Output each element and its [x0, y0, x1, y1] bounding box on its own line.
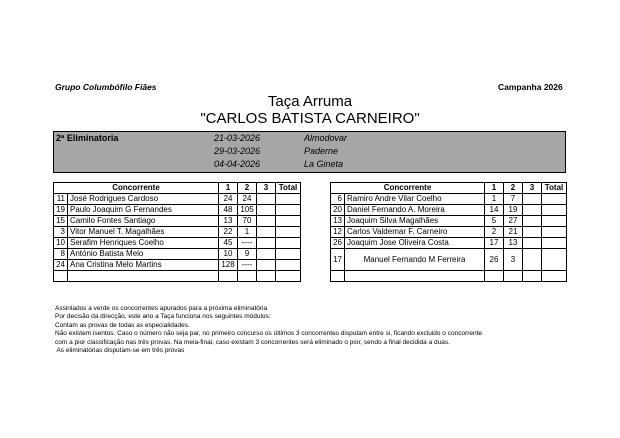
race-date: 21-03-2026	[214, 133, 261, 143]
table-row	[331, 205, 567, 216]
row-race-1: 1	[485, 194, 504, 205]
row-race-1: 14	[485, 205, 504, 216]
row-race-1: 128	[219, 260, 238, 271]
season-label: Campanha 2026	[498, 82, 563, 92]
row-race-1: 17	[485, 238, 504, 249]
race-place: Almodovar	[304, 133, 348, 143]
col-race-2: 2	[504, 183, 523, 194]
row-race-1: 45	[219, 238, 238, 249]
row-name: José Rodrigues Cardoso	[68, 194, 219, 205]
race-place: Paderne	[304, 146, 339, 156]
table-header-row	[331, 183, 567, 194]
note-line: Assinlados a verde os concorrentes apurados para a próxima eliminatória	[55, 305, 268, 312]
row-race-2: 24	[238, 194, 257, 205]
row-number: 24	[54, 260, 68, 271]
row-race-2: 19	[504, 205, 523, 216]
row-race-2: 105	[238, 205, 257, 216]
row-race-1: 13	[219, 216, 238, 227]
table-row	[54, 194, 301, 205]
row-number: 17	[331, 249, 345, 271]
table-row	[54, 260, 301, 271]
page-subtitle: "CARLOS BATISTA CARNEIRO"	[200, 110, 420, 127]
row-name: Joaquim Silva Magalhães	[345, 216, 485, 227]
col-total: Total	[542, 183, 567, 194]
row-name: Serafim Henriques Coelho	[68, 238, 219, 249]
row-number: 19	[54, 205, 68, 216]
row-name: Joaquim Jose Oliveira Costa	[345, 238, 485, 249]
row-name: Carlos Valdemar F. Carneiro	[345, 227, 485, 238]
note-line: Contam as provas de todas as especialidades.	[55, 321, 190, 329]
row-race-1: 5	[485, 216, 504, 227]
col-race-1: 1	[219, 183, 238, 194]
table-row	[331, 194, 567, 205]
race-place: La Gineta	[304, 159, 344, 169]
empty-row	[331, 271, 567, 282]
row-name: Daniel Fernando A. Moreira	[345, 205, 485, 216]
table-row	[331, 249, 567, 271]
col-concorrente: Concorrente	[331, 183, 485, 194]
col-race-1: 1	[485, 183, 504, 194]
row-name: Paulo Joaquim G Fernandes	[68, 205, 219, 216]
row-race-2: 7	[504, 194, 523, 205]
note-line: Por decisão da direcção, este ano a Taça funciona nos seguintes módulos:	[55, 313, 271, 321]
row-number: 13	[331, 216, 345, 227]
row-race-2: ----	[238, 260, 257, 271]
row-race-1: 2	[485, 227, 504, 238]
table-row	[331, 238, 567, 249]
row-name: António Batista Melo	[68, 249, 219, 260]
table-row	[331, 216, 567, 227]
row-number: 10	[54, 238, 68, 249]
row-race-2: 3	[504, 249, 523, 271]
row-name: Manuel Fernando M Ferreira	[345, 249, 485, 271]
notes	[55, 305, 482, 355]
row-name: Vitor Manuel T. Magalhães	[68, 227, 219, 238]
right-competitors-table	[330, 182, 567, 282]
row-race-2: 70	[238, 216, 257, 227]
note-line: As eliminatórias disputam-se em três provas	[55, 347, 185, 355]
table-row	[331, 227, 567, 238]
row-race-1: 22	[219, 227, 238, 238]
table-row	[54, 216, 301, 227]
table-row	[54, 238, 301, 249]
row-race-1: 10	[219, 249, 238, 260]
race-date: 04-04-2026	[214, 159, 261, 169]
page-title: Taça Arruma	[267, 93, 353, 110]
row-race-2: 13	[504, 238, 523, 249]
col-race-3: 3	[257, 183, 276, 194]
row-race-2: 1	[238, 227, 257, 238]
organization-name: Grupo Columbófilo Fiães	[55, 82, 157, 92]
col-race-3: 3	[523, 183, 542, 194]
row-number: 6	[331, 194, 345, 205]
row-race-2: ----	[238, 238, 257, 249]
empty-row	[54, 271, 301, 282]
row-race-2: 9	[238, 249, 257, 260]
row-number: 11	[54, 194, 68, 205]
race-date: 29-03-2026	[214, 146, 261, 156]
row-race-1: 24	[219, 194, 238, 205]
eliminatoria-box	[53, 131, 566, 173]
row-number: 20	[331, 205, 345, 216]
col-race-2: 2	[238, 183, 257, 194]
table-header-row	[54, 183, 301, 194]
table-row	[54, 249, 301, 260]
row-name: Camilo Fontes Santiago	[68, 216, 219, 227]
row-number: 15	[54, 216, 68, 227]
row-name: Ramiro Andre Vilar Coelho	[345, 194, 485, 205]
col-total: Total	[276, 183, 301, 194]
table-row	[54, 227, 301, 238]
row-race-1: 48	[219, 205, 238, 216]
row-race-2: 27	[504, 216, 523, 227]
note-line: com a pior classificação nas três provas. Na meia-final, caso existam 3 concorrentes será eliminado o pior, sendo a final decidida a duas.	[55, 338, 450, 346]
row-number: 12	[331, 227, 345, 238]
row-number: 3	[54, 227, 68, 238]
row-number: 8	[54, 249, 68, 260]
left-competitors-table	[53, 182, 301, 282]
row-number: 26	[331, 238, 345, 249]
row-race-1: 26	[485, 249, 504, 271]
eliminatoria-name: 2ª Eliminatoria	[56, 133, 119, 143]
row-name: Ana Cristina Melo Martins	[68, 260, 219, 271]
col-concorrente: Concorrente	[54, 183, 219, 194]
note-line: Não existem isentos. Caso o número não seja par, no primeiro concurso os últimos 3 concorrentes disputam entre si, ficando excluido o concorrente	[55, 330, 483, 338]
table-row	[54, 205, 301, 216]
row-race-2: 21	[504, 227, 523, 238]
